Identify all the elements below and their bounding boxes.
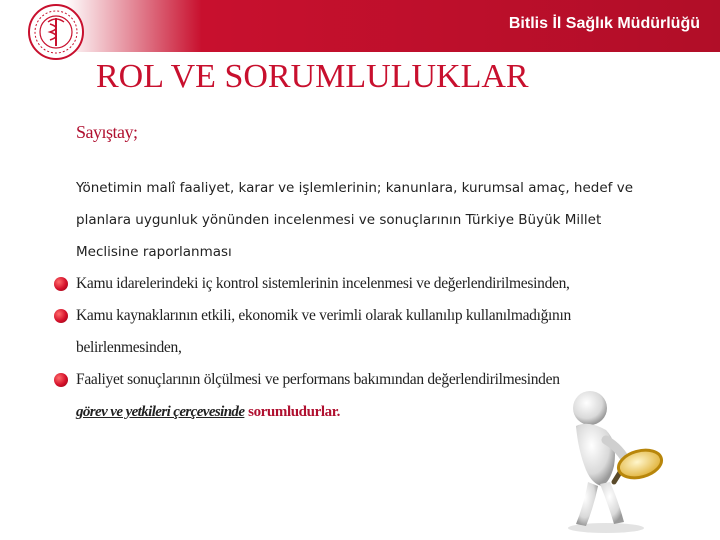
header-band [0,0,720,52]
subtitle: Sayıştay; [76,122,138,142]
bullet-dot-icon [54,277,68,291]
closing-italic-text: görev ve yetkileri çerçevesinde [76,404,245,420]
bullet-text: Kamu kaynaklarının etkili, ekonomik ve verimli olarak kullanılıp kullanılmadığının [76,307,571,324]
intro-line: Meclisine raporlanması [76,244,232,260]
page-title: ROL VE SORUMLULUKLAR [96,58,529,95]
bullet-dot-icon [54,373,68,387]
list-item [54,268,674,300]
bullet-text-continued: belirlenmesinden, [76,339,182,356]
bullet-dot-icon [54,309,68,323]
intro-paragraph [76,172,696,268]
list-item [54,300,674,332]
intro-line: planlara uygunluk yönünden incelenmesi ve sonuçlarının Türkiye Büyük Millet [76,212,602,228]
bullet-text: Faaliyet sonuçlarının ölçülmesi ve performans bakımından değerlendirilmesinden [76,371,560,388]
closing-red-text: sorumludurlar. [248,404,340,420]
ministry-of-health-logo [26,2,86,62]
figure-with-magnifying-glass-icon [548,386,668,536]
bullet-text: Kamu idarelerindeki iç kontrol sistemlerinin incelenmesi ve değerlendirilmesinden, [76,275,570,292]
organization-name: Bitlis İl Sağlık Müdürlüğü [508,15,700,32]
intro-line: Yönetimin malî faaliyet, karar ve işlemlerinin; kanunlara, kurumsal amaç, hedef ve [76,180,634,196]
